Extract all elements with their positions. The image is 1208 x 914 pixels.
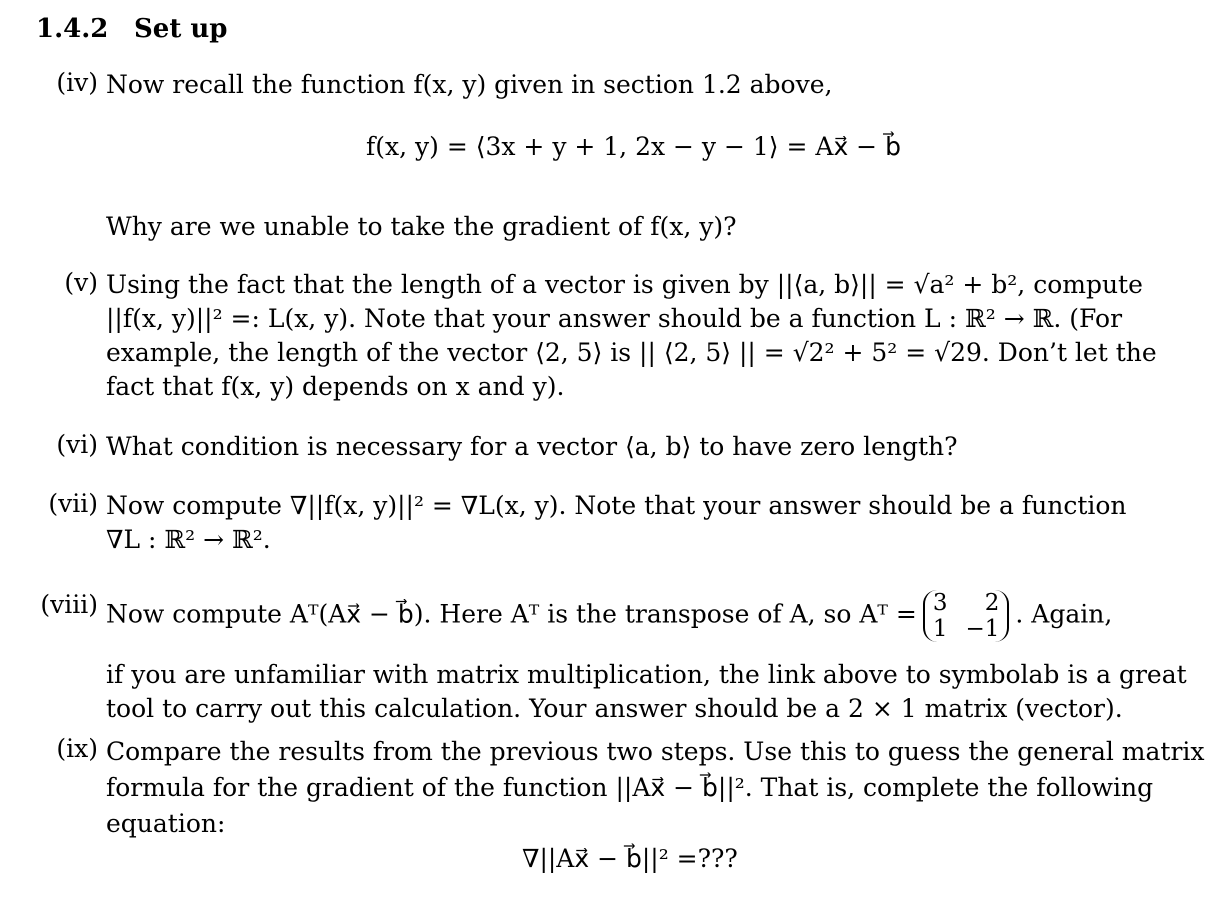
question-label: (vii) <box>48 489 98 518</box>
question-text: Now compute ∇||f(x, y)||² = ∇L(x, y). Note that your answer should be a function <box>106 491 1127 520</box>
section-heading <box>36 14 227 44</box>
question-text: example, the length of the vector ⟨2, 5⟩ is || ⟨2, 5⟩ || = √2² + 5² = √29. Don’t let the <box>106 338 1157 367</box>
transpose-matrix <box>923 590 1010 642</box>
section-title: Set up <box>134 14 228 44</box>
question-text: if you are unfamiliar with matrix multiplication, the link above to symbolab is a great <box>106 660 1187 689</box>
question-label: (v) <box>64 268 98 297</box>
display-equation: ∇||Ax⃗ − b⃗||² =??? <box>522 844 738 873</box>
question-text: formula for the gradient of the function ||Ax⃗ − b⃗||². That is, complete the following <box>106 773 1154 802</box>
question-text: . Again, <box>1015 599 1113 629</box>
section-number: 1.4.2 <box>36 14 109 44</box>
matrix-entry: −1 <box>965 616 1000 642</box>
question-text: tool to carry out this calculation. Your answer should be a 2 × 1 matrix (vector). <box>106 694 1123 723</box>
question-text: Now recall the function f(x, y) given in section 1.2 above, <box>106 70 833 99</box>
question-text: ||f(x, y)||² =: L(x, y). Note that your answer should be a function L : ℝ² → ℝ. (For <box>106 304 1123 333</box>
question-text: equation: <box>106 809 226 838</box>
matrix-entry: 2 <box>984 590 1000 616</box>
question-label: (viii) <box>40 590 98 619</box>
display-equation: f(x, y) = ⟨3x + y + 1, 2x − y − 1⟩ = Ax⃗ − b⃗ <box>366 132 901 161</box>
question-text: What condition is necessary for a vector ⟨a, b⟩ to have zero length? <box>106 432 958 461</box>
question-label: (vi) <box>56 430 98 459</box>
question-text: Why are we unable to take the gradient of f(x, y)? <box>106 212 737 241</box>
question-text: fact that f(x, y) depends on x and y). <box>106 372 565 401</box>
question-line <box>106 590 1160 642</box>
question-text: Now compute Aᵀ(Ax⃗ − b⃗). Here Aᵀ is the transpose of A, so Aᵀ = <box>106 599 917 629</box>
question-text: ∇L : ℝ² → ℝ². <box>106 525 271 554</box>
question-text: Using the fact that the length of a vector is given by ||⟨a, b⟩|| = √a² + b², compute <box>106 270 1143 299</box>
question-text: Compare the results from the previous two steps. Use this to guess the general matrix <box>106 737 1205 766</box>
question-label: (ix) <box>56 734 98 763</box>
matrix-entry: 1 <box>932 616 948 642</box>
matrix-entry: 3 <box>932 590 948 616</box>
question-label: (iv) <box>56 68 98 97</box>
